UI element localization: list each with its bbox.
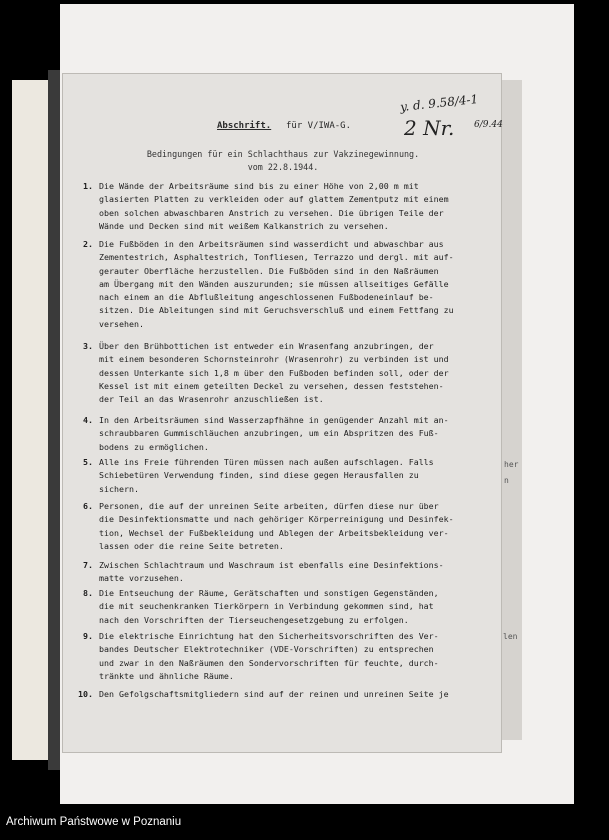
- item-number: 4.: [83, 415, 93, 425]
- item-number: 3.: [83, 341, 93, 351]
- item-text: Alle ins Freie führenden Türen müssen nach außen aufschlagen. Falls Schiebetüren Verwendung finden, sind diese gegen Herausfallen zu sichern.: [99, 457, 434, 494]
- item-text: Den Gefolgschaftsmitgliedern sind auf der reinen und unreinen Seite je: [99, 689, 449, 699]
- title-line-2: vom 22.8.1944.: [247, 162, 319, 172]
- item-text: Die Entseuchung der Räume, Gerätschaften und sonstigen Gegenständen, die mit seuchenkranken Tierkörpern in Verbindung gekommen sind, hat nach den Vorschriften der Tierseuchengesetzgebung zu erfolgen.: [99, 588, 439, 625]
- handwritten-number: 2 Nr.: [404, 116, 455, 140]
- list-item: [83, 238, 501, 331]
- item-text: Die Wände der Arbeitsräume sind bis zu einer Höhe von 2,00 m mit glasierten Platten zu verkleiden oder auf glattem Zementputz mit einem oben solchen abwaschbaren Anstrich zu versehen. Die übrigen Teile der Wände und Decken sind mit weißem Kalkanstrich zu versehen.: [99, 181, 449, 231]
- list-item: [83, 630, 501, 683]
- document-title: [88, 148, 478, 174]
- item-number: 7.: [83, 560, 93, 570]
- title-line-1: Bedingungen für ein Schlachthaus zur Vakzinegewinnung.: [146, 149, 420, 159]
- margin-fragment: len: [503, 632, 518, 641]
- abschrift-heading: Abschrift.: [217, 121, 272, 131]
- item-text: Die elektrische Einrichtung hat den Sicherheitsvorschriften des Ver- bandes Deutscher Elektrotechniker (VDE-Vorschriften) zu entsprechen und zwar in den Naßräumen den Sondervorschriften für feuchte, durch- tränkte und ähnliche Räume.: [99, 631, 439, 681]
- list-item: [83, 340, 501, 406]
- item-number: 2.: [83, 239, 93, 249]
- item-number: 6.: [83, 501, 93, 511]
- list-item: [83, 500, 501, 553]
- list-item: [83, 456, 501, 496]
- margin-fragment: her: [504, 460, 519, 469]
- list-item: [83, 414, 501, 454]
- archive-caption: Archiwum Państwowe w Poznaniu: [6, 816, 182, 828]
- list-item: [83, 587, 501, 627]
- document-right-edge: [500, 80, 522, 740]
- list-item: [83, 559, 501, 586]
- margin-fragment: n: [504, 476, 509, 485]
- item-text: Personen, die auf der unreinen Seite arbeiten, dürfen diese nur über die Desinfektionsmatte und nach gehöriger Körperreinigung und Desinfek- tion, Wechsel der Fußbekleidung und Ablegen der Arbeitsbekleidung ver- lassen oder die reine Seite betreten.: [99, 501, 454, 551]
- list-item: [83, 180, 501, 233]
- handwritten-reference: y. d. 9.58/4-1: [399, 91, 479, 115]
- item-text: Zwischen Schlachtraum und Waschraum ist ebenfalls eine Desinfektions- matte vorzusehen.: [99, 560, 444, 584]
- item-text: Die Fußböden in den Arbeitsräumen sind wasserdicht und abwaschbar aus Zementestrich, Asphaltestrich, Tonfliesen, Terrazzo und dergl. mit auf- gerauter Oberfläche herzustellen. Die Fußböden sind in den Naßräumen am Übergang mit den Wänden auszurunden; sie müssen allseitiges Gefälle nach einem an die Abflußleitung angeschlossenen Fußbodeneinlauf be- sitzen. Die Ableitungen sind mit Geruchsverschluß und einem Fettfang zu versehen.: [99, 239, 454, 329]
- item-number: 8.: [83, 588, 93, 598]
- item-number: 5.: [83, 457, 93, 467]
- list-item: [78, 688, 501, 701]
- left-binding-strip: [12, 80, 52, 760]
- item-number: 9.: [83, 631, 93, 641]
- item-number: 1.: [83, 181, 93, 191]
- item-text: Über den Brühbottichen ist entweder ein Wrasenfang anzubringen, der mit einem besonderen Schornsteinrohr (Wrasenrohr) zu verbinden ist und dessen Unterkante sich 1,8 m über den Fußboden befinden soll, oder der Kessel ist mit einem geteilten Deckel zu versehen, dessen feststehen- der Teil an das Wrasenrohr anzuschließen ist.: [99, 341, 449, 405]
- reference-code: für V/IWA-G.: [286, 121, 352, 131]
- item-number: 10.: [78, 689, 93, 699]
- item-text: In den Arbeitsräumen sind Wasserzapfhähne in genügender Anzahl mit an- schraubbaren Gummischläuchen anzubringen, um ein Abspritzen des Fuß- bodens zu ermöglichen.: [99, 415, 449, 452]
- binding-edge: [48, 70, 60, 770]
- handwritten-date: 6/9.44: [474, 120, 503, 130]
